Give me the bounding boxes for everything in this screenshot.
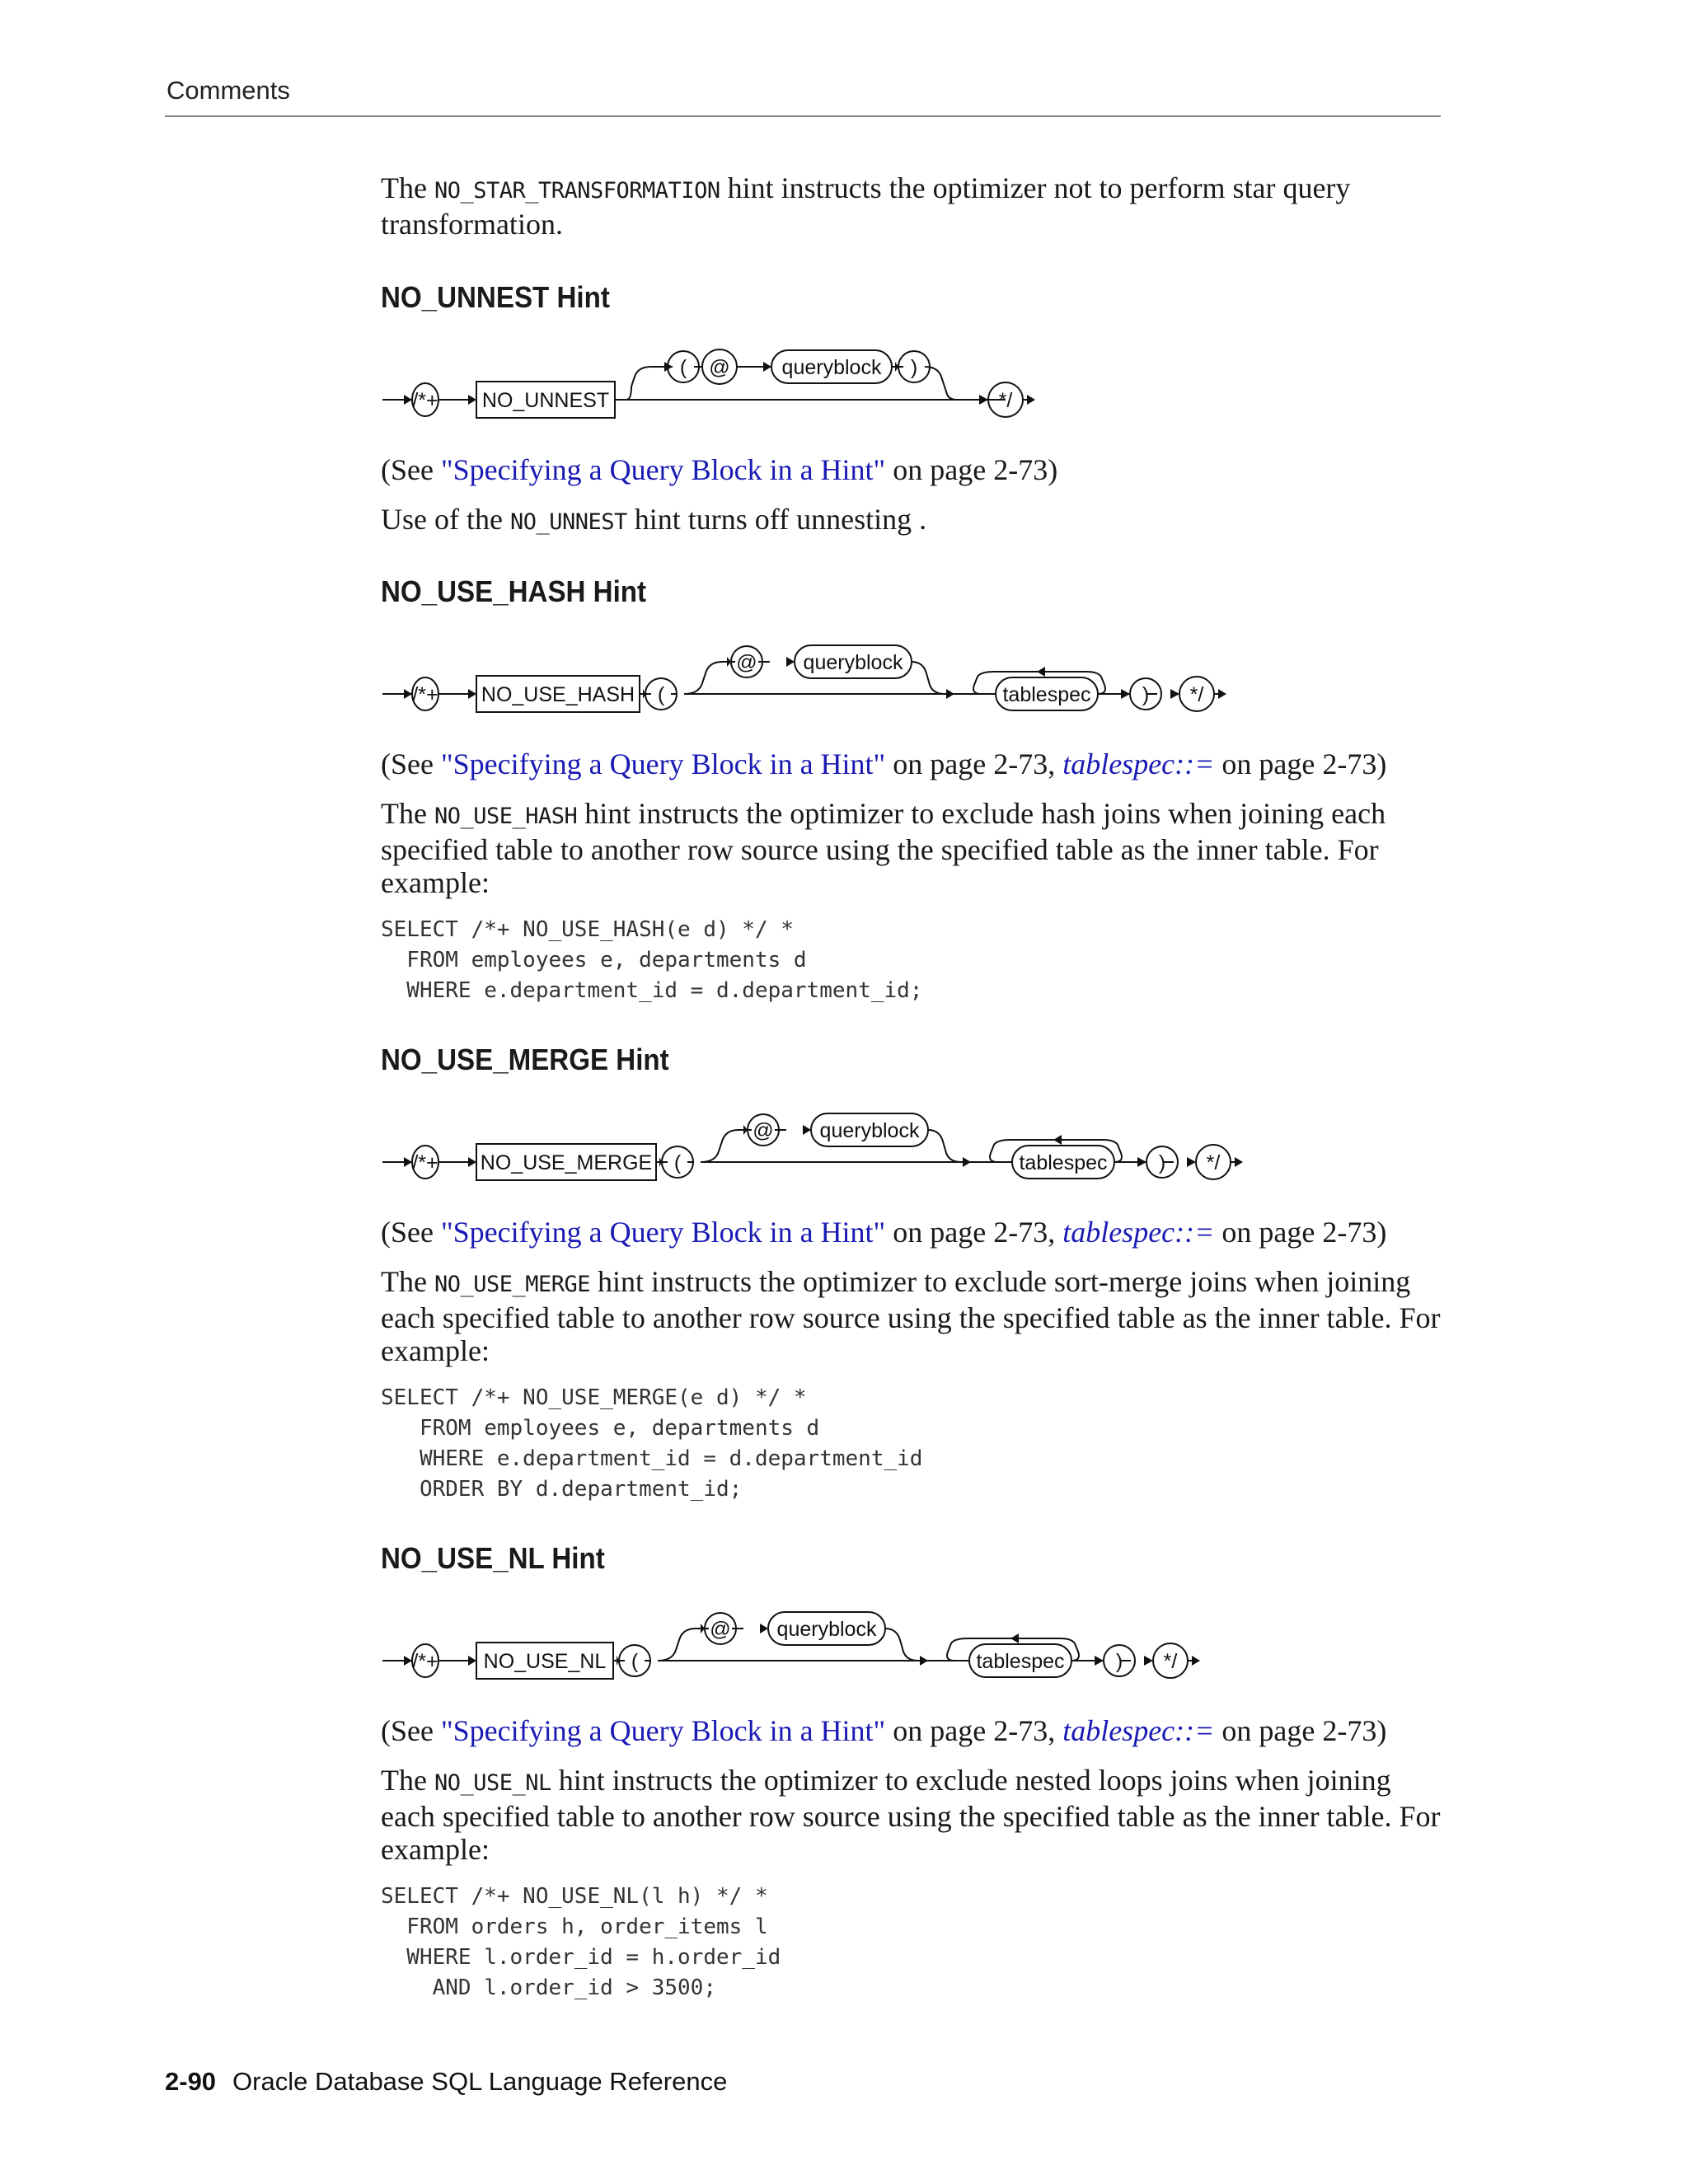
diagram-token: @ [736, 651, 757, 674]
text: on page 2-73) [1214, 748, 1387, 780]
text: The [381, 171, 434, 204]
text: on page 2-73) [1214, 1714, 1387, 1747]
desc-no-use-hash [381, 797, 1444, 899]
text: on page 2-73) [1214, 1216, 1387, 1249]
header-rule [165, 115, 1441, 117]
diagram-token: @ [709, 356, 730, 379]
syntax-diagram-no-use-hash [379, 630, 1253, 721]
diagram-keyword: NO_UNNEST [481, 389, 610, 412]
diagram-keyword: NO_USE_MERGE [480, 1151, 653, 1174]
text: hint instructs the optimizer to exclude nested loops joins when joining each specified table to another row source using the specified table as the inner table. For example: [381, 1764, 1441, 1866]
diagram-token: ( [679, 356, 687, 379]
diagram-token: */ [1163, 1650, 1178, 1673]
text: (See [381, 1216, 441, 1249]
diagram-nonterminal: queryblock [803, 651, 903, 674]
diagram-token: /*+ [412, 1151, 438, 1174]
diagram-token: ) [1115, 1650, 1123, 1673]
code-example-no-use-nl: SELECT /*+ NO_USE_NL(l h) */ * FROM orders h, order_items l WHERE l.order_id = h.order_id AND l.order_id > 3500; [381, 1884, 781, 2000]
diagram-token: @ [710, 1618, 731, 1641]
text: on page 2-73, [885, 1216, 1063, 1249]
text: on page 2-73, [885, 1714, 1063, 1747]
code-example-no-use-hash: SELECT /*+ NO_USE_HASH(e d) */ * FROM employees e, departments d WHERE e.department_id = d.department_id; [381, 917, 923, 1003]
intro-paragraph [381, 171, 1444, 241]
text: (See [381, 453, 441, 486]
diagram-token: /*+ [412, 683, 438, 706]
diagram-token: ( [631, 1650, 639, 1673]
diagram-token: ) [1142, 683, 1150, 706]
diagram-token: */ [1189, 683, 1204, 706]
inline-code: NO_USE_MERGE [434, 1272, 591, 1297]
diagram-token: @ [753, 1119, 774, 1142]
diagram-nonterminal: tablespec [1002, 683, 1091, 706]
diagram-token: */ [1206, 1151, 1221, 1174]
diagram-token: ( [657, 683, 665, 706]
diagram-nonterminal: tablespec [976, 1650, 1065, 1673]
text: hint instructs the optimizer not to perform star query transformation. [381, 171, 1351, 241]
section-heading-no-use-merge: NO_USE_MERGE Hint [381, 1043, 669, 1076]
diagram-token: /*+ [412, 1650, 438, 1673]
section-heading-no-use-hash: NO_USE_HASH Hint [381, 574, 647, 608]
diagram-keyword: NO_USE_NL [483, 1650, 607, 1673]
syntax-diagram-no-use-nl [379, 1597, 1220, 1688]
page-number: 2-90 [165, 2067, 217, 2096]
diagram-keyword: NO_USE_HASH [481, 683, 635, 706]
text: hint instructs the optimizer to exclude hash joins when joining each specified table to another row source using the specified table as the inner table. For example: [381, 797, 1386, 899]
text: hint turns off unnesting . [626, 503, 927, 536]
running-header: Comments [166, 76, 290, 105]
desc-no-use-nl [381, 1764, 1444, 1866]
see-also-no-use-nl [381, 1714, 1444, 1747]
diagram-nonterminal: tablespec [1019, 1151, 1108, 1174]
syntax-diagram-no-use-merge [379, 1099, 1253, 1189]
link-query-block[interactable]: "Specifying a Query Block in a Hint" [440, 453, 886, 486]
diagram-nonterminal: queryblock [776, 1618, 877, 1641]
inline-code: NO_STAR_TRANSFORMATION [434, 178, 720, 204]
text: on page 2-73) [885, 453, 1058, 486]
text: The [381, 1764, 434, 1797]
code-example-no-use-merge: SELECT /*+ NO_USE_MERGE(e d) */ * FROM employees e, departments d WHERE e.department_id = d.department_id ORDER BY d.department_id; [381, 1385, 923, 1502]
text: hint instructs the optimizer to exclude sort-merge joins when joining each specified table to another row source using the specified table as the inner table. For example: [381, 1265, 1441, 1367]
text: (See [381, 748, 441, 780]
link-query-block[interactable]: "Specifying a Query Block in a Hint" [440, 1714, 886, 1747]
diagram-token: ( [673, 1151, 682, 1174]
diagram-nonterminal: queryblock [781, 356, 882, 379]
text: (See [381, 1714, 441, 1747]
text: The [381, 797, 434, 830]
link-tablespec[interactable]: tablespec::= [1062, 1714, 1215, 1747]
desc-no-unnest [381, 503, 1444, 539]
section-heading-no-use-nl: NO_USE_NL Hint [381, 1541, 605, 1575]
text: on page 2-73, [885, 748, 1063, 780]
inline-code: NO_UNNEST [509, 509, 627, 535]
diagram-token: */ [998, 389, 1013, 412]
diagram-token: ) [910, 356, 918, 379]
diagram-token: ) [1158, 1151, 1166, 1174]
section-heading-no-unnest: NO_UNNEST Hint [381, 280, 610, 314]
see-also-no-use-merge [381, 1216, 1444, 1249]
page-footer [165, 2067, 727, 2097]
inline-code: NO_USE_HASH [434, 804, 578, 829]
link-tablespec[interactable]: tablespec::= [1062, 1216, 1215, 1249]
diagram-nonterminal: queryblock [819, 1119, 920, 1142]
see-also-no-use-hash [381, 748, 1444, 780]
book-title: Oracle Database SQL Language Reference [232, 2067, 728, 2096]
text: Use of the [381, 503, 510, 536]
syntax-diagram-no-unnest [379, 334, 1055, 424]
diagram-token: /*+ [412, 389, 438, 412]
link-tablespec[interactable]: tablespec::= [1062, 748, 1215, 780]
see-also-no-unnest [381, 453, 1444, 486]
inline-code: NO_USE_NL [434, 1770, 551, 1796]
link-query-block[interactable]: "Specifying a Query Block in a Hint" [440, 748, 886, 780]
desc-no-use-merge [381, 1265, 1444, 1367]
link-query-block[interactable]: "Specifying a Query Block in a Hint" [440, 1216, 886, 1249]
text: The [381, 1265, 434, 1298]
